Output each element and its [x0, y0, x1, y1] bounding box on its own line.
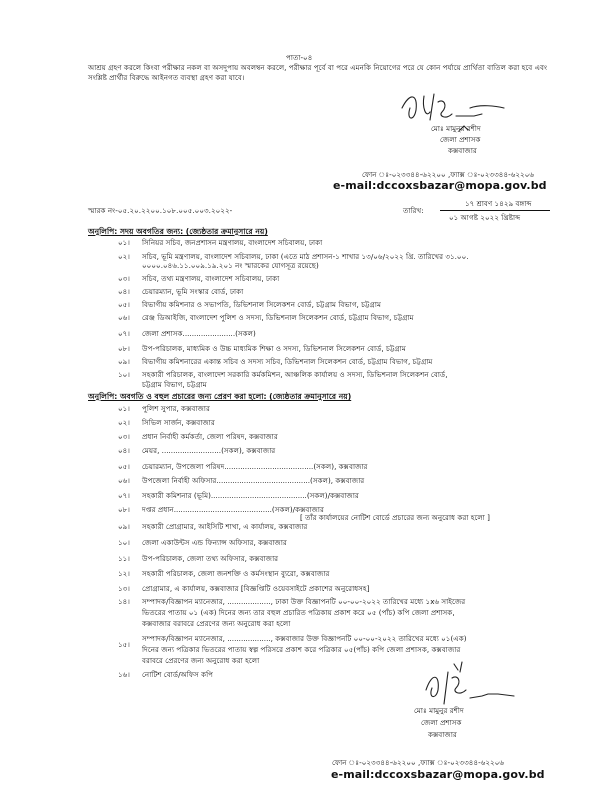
copy2-item: সহকারী কমিশনার (ভূমি)..........................................(সকল)/কক্সবাজার: [142, 491, 359, 500]
copy2-item: উপজেলা নির্বাহী অফিসার.........................................(সকল), কক্সবাজার: [142, 476, 365, 485]
signature-bottom-email[interactable]: e-mail:dccoxsbazar@mopa.gov.bd: [331, 768, 545, 781]
copy1-num: ০৭।: [118, 329, 130, 338]
copy2-num: ১২।: [118, 569, 130, 578]
copy2-item: মেয়র, ..........................(সকল), কক্সবাজার: [142, 446, 276, 455]
copy1-num: ০৩।: [118, 274, 130, 283]
signature-top-contact: ফোন ঃ-০২৩৩৪৪-৬২২০০ ,ফ্যাক্স ঃ-০২৩৩৪৪-৬২২০৬: [362, 170, 535, 179]
signature-top-designation: জেলা প্রশাসক: [440, 135, 481, 144]
copy2-num: ১৫।: [118, 640, 130, 649]
copy2-item08-note: [ তাঁর কার্যালয়ের নোটিশ বোর্ডে প্রচারের জন্য অনুরোধ করা হলো ]: [300, 513, 490, 522]
copy2-num: ০৮।: [118, 505, 130, 514]
copy2-num: ১৪।: [118, 597, 130, 606]
copy1-num: ০৪।: [118, 287, 130, 296]
copy2-num: ০৯।: [118, 522, 130, 531]
memo-date-bangla: ১৭ শ্রাবণ ১৪২৯ বঙ্গাব্দ: [465, 199, 532, 208]
copy1-item: সহকারী পরিচালক, বাংলাদেশ সরকারি কর্মকমিশন, আঞ্চলিক কার্যালয় ও সদস্য, ডিভিশনাল সিলেকশন বোর্ড,: [142, 370, 448, 379]
copy2-item: চেয়ারম্যান, উপজেলা পরিষদ.......................................(সকল), কক্সবাজার: [142, 462, 368, 471]
page-label: পাতা-০৪: [286, 53, 313, 62]
copy1-item: রেঞ্জ ডিআইজি, বাংলাদেশ পুলিশ ও সদস্য, ডিভিশনাল সিলেকশন বোর্ড, চট্টগ্রাম বিভাগ, চট্টগ্রাম: [142, 313, 414, 322]
memo-number: স্মারক নং-০৫.২০.২২০০.১০৮.০০৫.০০৩.২০২২-: [88, 206, 233, 215]
copy1-num: ০১।: [118, 238, 130, 247]
copy2-item: জেলা একাউন্টস এন্ড ফিন্যান্স অফিসার, কক্সবাজার: [142, 538, 287, 547]
copy1-item: বিভাগীয় কমিশনারের একান্ত সচিব ও সদস্য সচিব, ডিভিশনাল সিলেকশন বোর্ড, চট্টগ্রাম বিভাগ, চট্টগ্রাম: [142, 357, 433, 366]
copy2-num: ১০।: [118, 538, 130, 547]
copy1-item: সচিব, তথ্য মন্ত্রণালয়, বাংলাদেশ সচিবালয়, ঢাকা: [142, 274, 280, 283]
copy2-item: উপ-পরিচালক, জেলা তথ্য অফিসার, কক্সবাজার: [142, 554, 279, 563]
date-divider: [440, 210, 550, 211]
copy1-num: ০৬।: [118, 313, 130, 322]
copy1-item: সচিব, ভূমি মন্ত্রণালয়, বাংলাদেশ সচিবালয়, ঢাকা (এতে মাঠ প্রশাসন-১ শাখার ১৩/০৬/২০২২ খ্রি. তারিখের ৩১.০০.: [142, 252, 469, 261]
copy2-item-cont: ভিতরের পাতায় ০১ (এক) দিনের জন্য তার বহুল প্রচারিত পত্রিকায় প্রকাশ করে ০৫ (পাঁচ) কপি জেলা প্রশাসক,: [142, 608, 455, 617]
copy1-item: চেয়ারম্যান, ভূমি সংস্কার বোর্ড, ঢাকা: [142, 287, 244, 296]
copy2-item: সহকারী পরিচালক, জেলা জনশক্তি ও কর্মসংস্থান ব্যুরো, কক্সবাজার: [142, 569, 330, 578]
copy1-item: বিভাগীয় কমিশনার ও সভাপতি, ডিভিশনাল সিলেকশন বোর্ড, চট্টগ্রাম বিভাগ, চট্টগ্রাম: [142, 300, 381, 309]
copy2-num: ১৬।: [118, 670, 130, 679]
copy2-num: ০৩।: [118, 432, 130, 441]
copy1-item-cont: চট্টগ্রাম বিভাগ, চট্টগ্রাম: [142, 380, 207, 389]
copy2-item: সম্পাদক/বিজ্ঞাপন ম্যানেজার, ..................., কক্সবাজার উক্ত বিজ্ঞাপনটি ০০-০০-২০২২ তারিখের মধ্যে ০১(এক): [142, 634, 467, 643]
copy1-num: ১০।: [118, 370, 130, 379]
signature-bottom-contact: ফোন ঃ-০২৩৩৪৪-৬২২০০ ,ফ্যাক্স ঃ-০২৩৩৪৪-৬২২০৬: [332, 758, 505, 767]
copy2-item: প্রোগ্রামার, এ কার্যালয়, কক্সবাজার [বিজ্ঞপ্তিটি ওয়েবসাইটে প্রকাশের অনুরোধসহ]: [142, 584, 370, 593]
copy1-num: ০৯।: [118, 357, 130, 366]
copy1-num: ০৫।: [118, 300, 130, 309]
copy2-num: ০৪।: [118, 446, 130, 455]
intro-text: আশ্রয় গ্রহণ করলে কিংবা পরীক্ষার নকল বা অসদুপায় অবলম্বন করলে, পরীক্ষার পূর্বে বা পরে এমনকি নিয়োগের পরে যে কোন পর্যায়ে প্রার্থিতা বাতিল করা হবে এবং সংশ্লিষ্ট প্রার্থীর বিরুদ্ধে আইনগত ব্যবস্থা গ্রহণ করা যাবে।: [88, 63, 548, 82]
copy2-num: ১৩।: [118, 584, 130, 593]
copy2-item: সহকারী প্রোগ্রামার, আইসিটি শাখা, এ কার্যালয়, কক্সবাজার: [142, 522, 308, 531]
copy2-num: ০৬।: [118, 476, 130, 485]
copy2-item: সম্পাদক/বিজ্ঞাপন ম্যানেজার, ..................., ঢাকা উক্ত বিজ্ঞাপনটি ০০-০০-২০২২ তারিখের মধ্যে ১x৬ সাইজের: [142, 597, 466, 606]
copy1-heading: অনুলিপি: সদয় অবগতির জন্য: (জ্যেষ্ঠতার ক্রমানুসারে নয়): [88, 227, 268, 236]
copy1-num: ০২।: [118, 252, 130, 261]
copy2-item-cont: দিনের জন্য পত্রিকার ভিতরের পাতায় স্বল্প পরিসরে প্রকাশ করে পত্রিকার ০৫(পাঁচ) কপি জেলা প্রশাসক, কক্সবাজার: [142, 645, 461, 654]
signature-top-location: কক্সবাজার: [448, 146, 477, 155]
copy2-item-cont: কক্সবাজার বরাবরে প্রেরণের জন্য অনুরোধ করা হলো: [142, 619, 291, 628]
signature-top-email[interactable]: e-mail:dccoxsbazar@mopa.gov.bd: [333, 179, 547, 192]
copy2-item-cont: বরাবরে প্রেরণের জন্য অনুরোধ করা হলো: [142, 656, 260, 665]
copy2-num: ০১।: [118, 404, 130, 413]
copy2-num: ০২।: [118, 418, 130, 427]
copy2-heading: অনুলিপি: অবগতি ও বহুল প্রচারের জন্য প্রেরণ করা হলো: (জ্যেষ্ঠতার ক্রমানুসারে নয়): [88, 392, 352, 401]
signature-bottom-designation: জেলা প্রশাসক: [421, 718, 462, 727]
signature-top-name: মোঃ মামুনুর রশীদ: [431, 124, 481, 133]
copy1-item: জেলা প্রশাসক.......................(সকল): [142, 329, 256, 338]
copy2-num: ১১।: [118, 554, 130, 563]
copy2-num: ০৭।: [118, 491, 130, 500]
copy1-item-cont: ০০০০.০৪৬.১১.০০৯.১৯.২০১ নং স্মারকের যোগসূত্র রয়েছে): [142, 261, 319, 270]
copy2-item: প্রধান নির্বাহী কর্মকর্তা, জেলা পরিষদ, কক্সবাজার: [142, 432, 278, 441]
copy2-item: পুলিশ সুপার, কক্সবাজার: [142, 404, 210, 413]
signature-bottom-name: মোঃ মামুনুর রশীদ: [414, 706, 464, 715]
copy2-item: নোটিশ বোর্ড/অফিস কপি: [142, 670, 214, 679]
memo-date-label: তারিখ:: [403, 206, 424, 215]
copy2-num: ০৫।: [118, 462, 130, 471]
copy2-item: দপ্তর প্রধান...........................................(সকল)/কক্সবাজার: [142, 505, 324, 514]
memo-date-english: ০১ আগষ্ট ২০২২ খ্রিষ্টাব্দ: [449, 213, 521, 222]
copy1-item: উপ-পরিচালক, মাধ্যমিক ও উচ্চ মাধ্যমিক শিক্ষা ও সদস্য, ডিভিশনাল সিলেকশন বোর্ড, চট্টগ্রাম: [142, 344, 406, 353]
copy1-item: সিনিয়র সচিব, জনপ্রশাসন মন্ত্রণালয়, বাংলাদেশ সচিবালয়, ঢাকা: [142, 238, 323, 247]
copy1-num: ০৮।: [118, 344, 130, 353]
copy2-item: সিভিল সার্জন, কক্সবাজার: [142, 418, 215, 427]
signature-bottom-location: কক্সবাজার: [428, 730, 457, 739]
